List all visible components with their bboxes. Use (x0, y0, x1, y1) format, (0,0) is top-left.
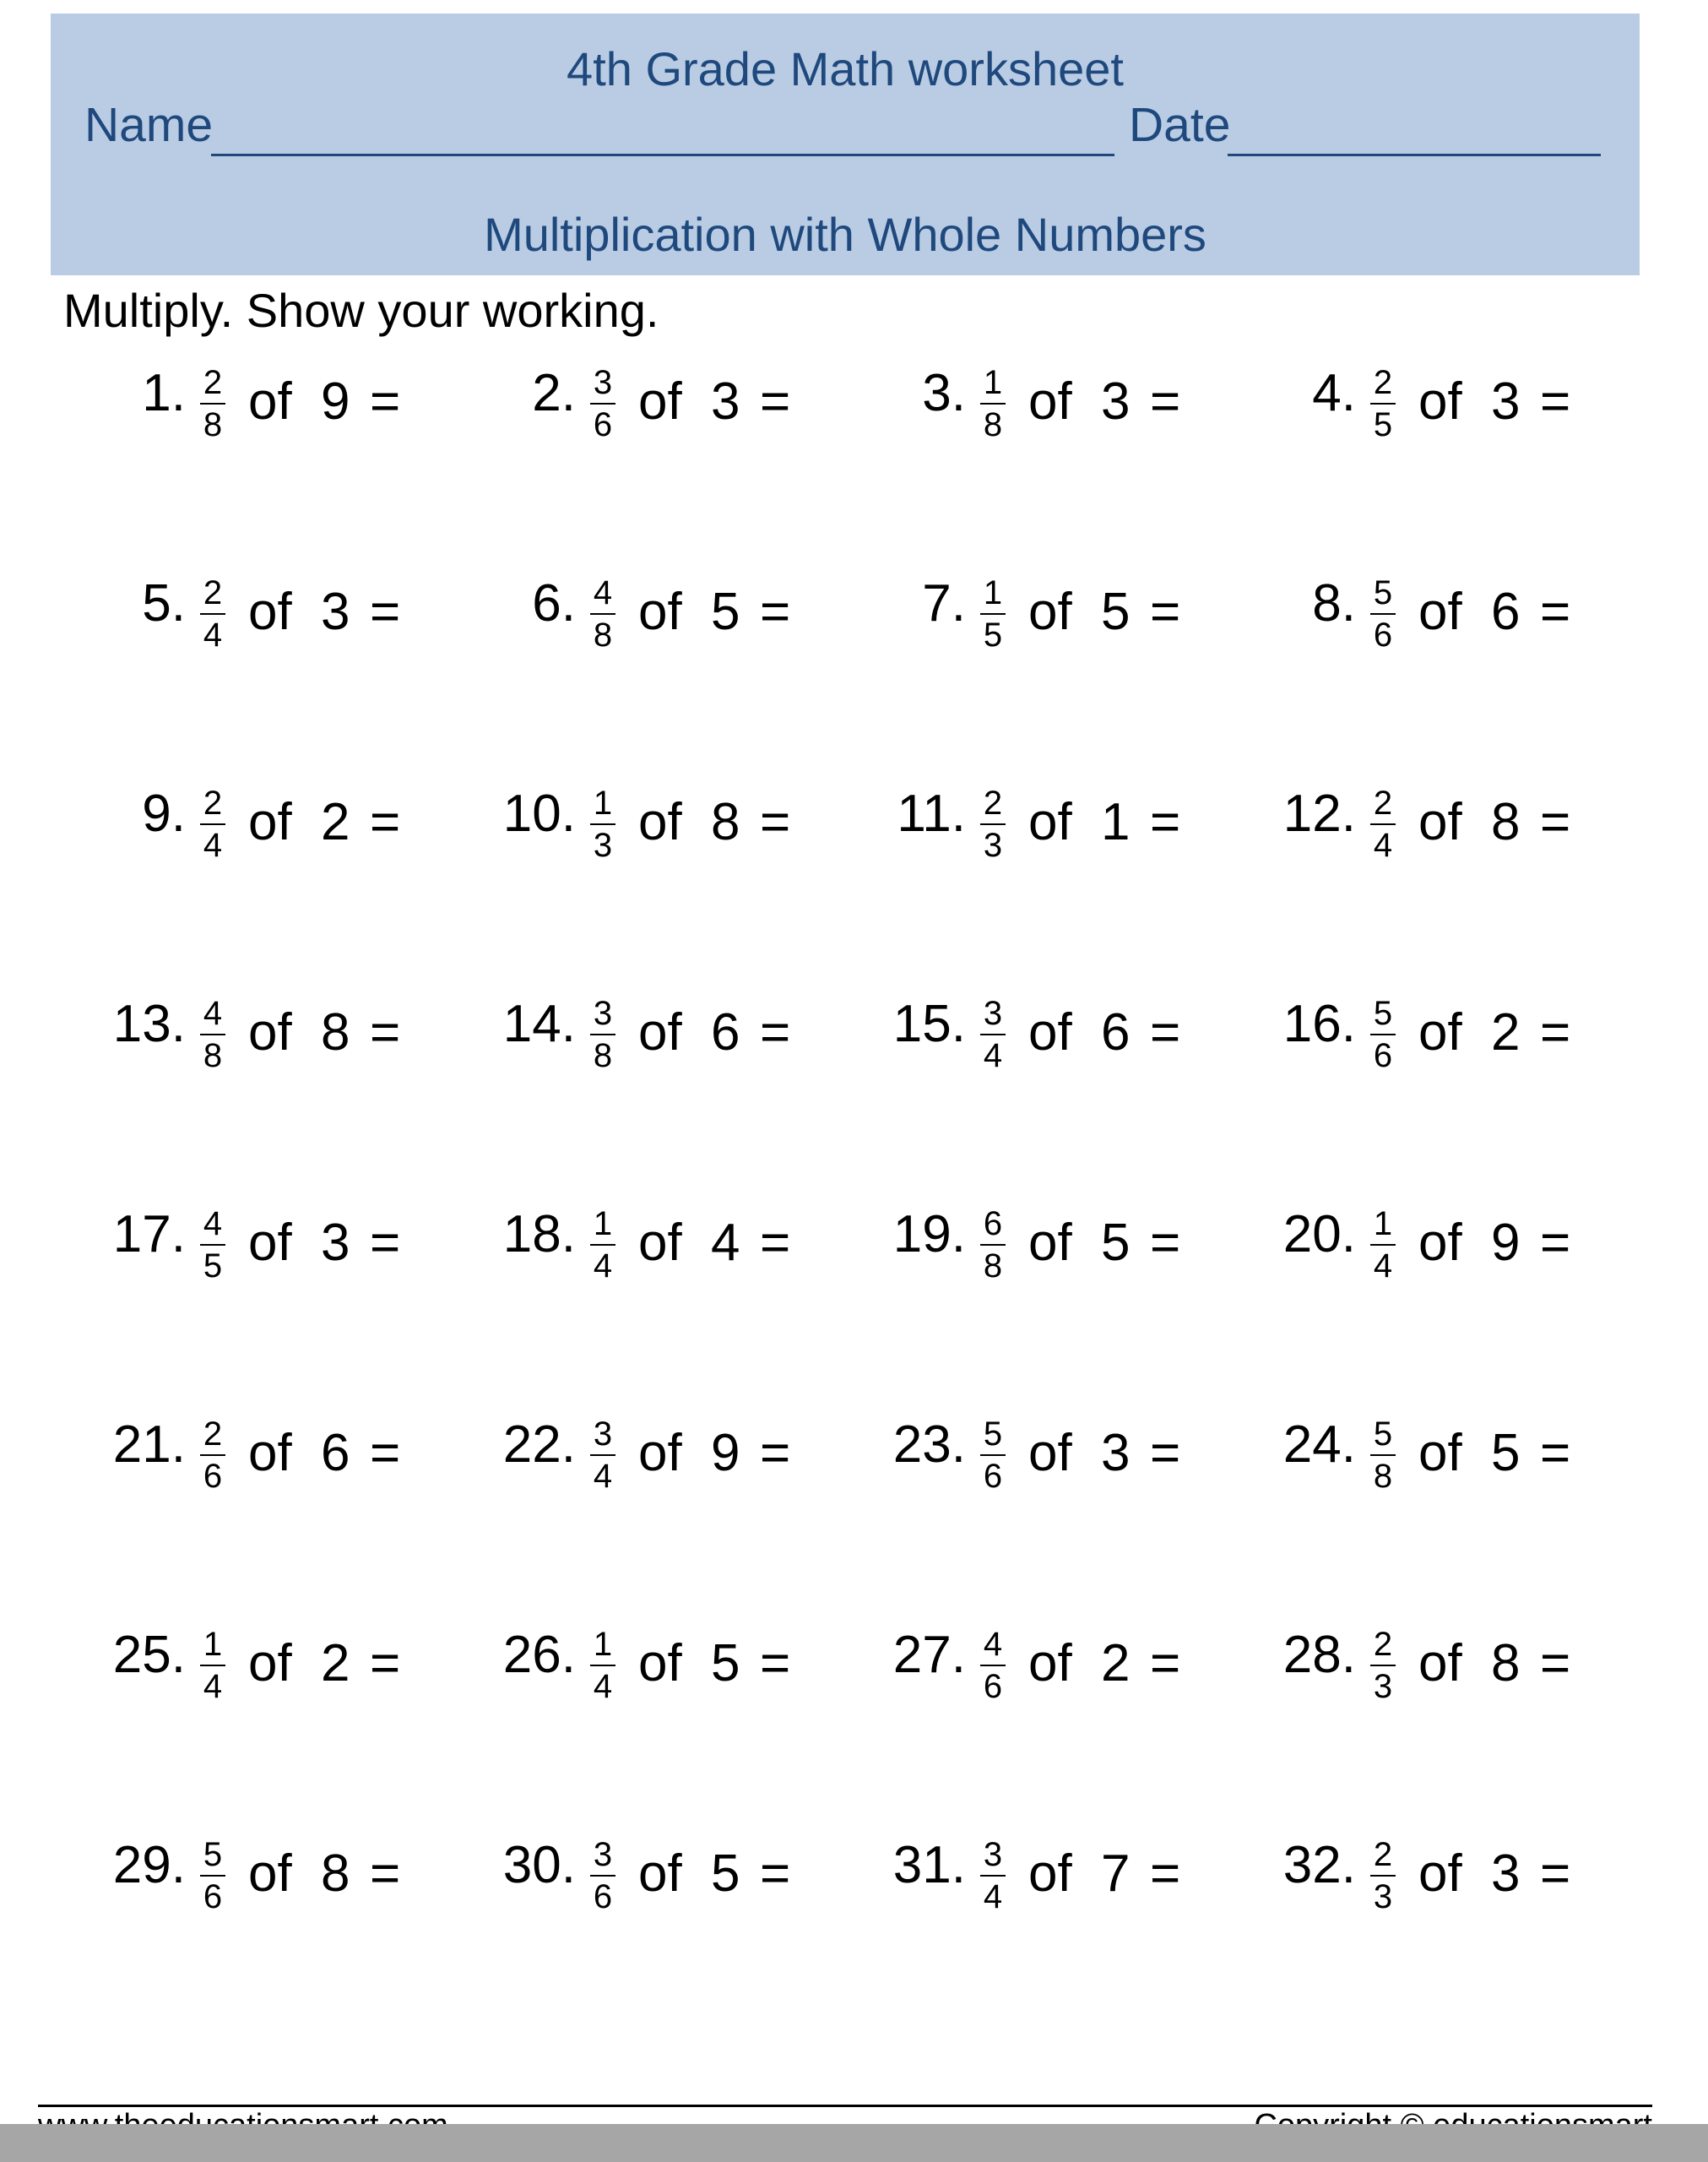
whole-number: 6 (1101, 1003, 1131, 1062)
whole-number: 8 (711, 793, 740, 851)
problem-item (466, 574, 838, 679)
of-word: of (1418, 583, 1462, 641)
problem-number: 22. (502, 1415, 576, 1474)
of-word: of (248, 1634, 292, 1692)
problem-number: 16. (1282, 995, 1356, 1053)
whole-number: 6 (321, 1424, 350, 1482)
equals-sign: = (370, 583, 401, 641)
of-word: of (638, 1844, 682, 1903)
fraction-numerator: 5 (983, 1415, 1003, 1453)
of-word: of (1418, 372, 1462, 431)
fraction-bar (1370, 403, 1396, 405)
fraction (1364, 786, 1402, 862)
whole-number: 3 (1101, 1424, 1131, 1482)
whole-number: 9 (711, 1424, 740, 1482)
fraction-denominator: 5 (983, 617, 1003, 654)
of-word: of (638, 1214, 682, 1272)
date-field-line[interactable] (1228, 154, 1601, 156)
fraction (584, 1417, 621, 1493)
equals-sign: = (1150, 1424, 1181, 1482)
of-word: of (1028, 1634, 1072, 1692)
fraction-bar (200, 403, 225, 405)
fraction-denominator: 8 (203, 1037, 223, 1074)
problem-number: 20. (1282, 1205, 1356, 1263)
fraction-denominator: 8 (593, 1037, 613, 1074)
of-word: of (248, 1424, 292, 1482)
fraction-bar (980, 1244, 1006, 1246)
fraction-bar (590, 823, 615, 825)
worksheet-header (51, 14, 1640, 275)
fraction-numerator: 3 (983, 1836, 1003, 1873)
equals-sign: = (1540, 372, 1571, 431)
fraction-numerator: 1 (1373, 1205, 1393, 1242)
of-word: of (1418, 1424, 1462, 1482)
fraction-bar (980, 1034, 1006, 1035)
whole-number: 6 (1491, 583, 1521, 641)
whole-number: 5 (711, 1844, 740, 1903)
fraction-denominator: 6 (983, 1458, 1003, 1495)
problem-item (1246, 1836, 1618, 1941)
of-word: of (248, 372, 292, 431)
problem-item (856, 574, 1228, 679)
footer-divider (38, 2105, 1652, 2107)
problem-item (466, 364, 838, 469)
fraction (194, 997, 231, 1073)
equals-sign: = (370, 1003, 401, 1062)
of-word: of (248, 1214, 292, 1272)
of-word: of (1028, 1424, 1072, 1482)
fraction (584, 1207, 621, 1283)
fraction-denominator: 8 (983, 1247, 1003, 1285)
fraction (194, 1838, 231, 1914)
problem-item (856, 364, 1228, 469)
fraction-numerator: 3 (593, 1836, 613, 1873)
name-field-line[interactable] (211, 154, 1114, 156)
fraction-denominator: 6 (983, 1668, 1003, 1705)
whole-number: 4 (711, 1214, 740, 1272)
equals-sign: = (1150, 1003, 1181, 1062)
equals-sign: = (760, 1844, 791, 1903)
fraction-numerator: 5 (203, 1836, 223, 1873)
equals-sign: = (370, 1634, 401, 1692)
of-word: of (248, 583, 292, 641)
equals-sign: = (1150, 1844, 1181, 1903)
whole-number: 5 (1101, 1214, 1131, 1272)
fraction-numerator: 2 (1373, 785, 1393, 822)
problem-number: 4. (1312, 364, 1356, 422)
fraction-numerator: 2 (1373, 1836, 1393, 1873)
fraction (974, 997, 1011, 1073)
equals-sign: = (1150, 583, 1181, 641)
name-label: Name (84, 98, 214, 152)
whole-number: 7 (1101, 1844, 1131, 1903)
fraction-denominator: 4 (593, 1668, 613, 1705)
problem-item (466, 995, 838, 1100)
fraction (584, 1627, 621, 1703)
fraction-bar (590, 1034, 615, 1035)
of-word: of (1028, 1844, 1072, 1903)
equals-sign: = (370, 793, 401, 851)
whole-number: 2 (321, 793, 350, 851)
fraction-bar (590, 1665, 615, 1666)
equals-sign: = (760, 1214, 791, 1272)
worksheet-title: 4th Grade Math worksheet (567, 42, 1124, 95)
problem-number: 5. (142, 574, 186, 633)
whole-number: 5 (1491, 1424, 1521, 1482)
fraction-denominator: 3 (1373, 1878, 1393, 1915)
problem-number: 27. (892, 1626, 966, 1684)
of-word: of (1418, 1003, 1462, 1062)
of-word: of (248, 793, 292, 851)
problem-number: 9. (142, 785, 186, 843)
fraction-denominator: 8 (203, 406, 223, 443)
problem-number: 17. (112, 1205, 186, 1263)
problem-number: 19. (892, 1205, 966, 1263)
fraction-denominator: 5 (203, 1247, 223, 1285)
fraction-numerator: 1 (593, 785, 613, 822)
problem-item (1246, 1626, 1618, 1730)
problem-item (1246, 364, 1618, 469)
fraction-numerator: 3 (593, 995, 613, 1032)
fraction (584, 576, 621, 652)
whole-number: 5 (711, 583, 740, 641)
fraction (1364, 366, 1402, 442)
fraction (194, 1627, 231, 1703)
fraction-denominator: 4 (983, 1878, 1003, 1915)
fraction (194, 1417, 231, 1493)
of-word: of (1028, 793, 1072, 851)
problem-number: 30. (502, 1836, 576, 1894)
fraction (584, 786, 621, 862)
fraction-bar (200, 823, 225, 825)
bottom-bar (0, 2124, 1708, 2162)
whole-number: 3 (711, 372, 740, 431)
fraction (974, 1838, 1011, 1914)
problem-item (1246, 785, 1618, 889)
fraction-bar (200, 613, 225, 615)
fraction-numerator: 4 (203, 1205, 223, 1242)
problem-number: 24. (1282, 1415, 1356, 1474)
whole-number: 5 (1101, 583, 1131, 641)
fraction-denominator: 8 (593, 617, 613, 654)
fraction-bar (1370, 613, 1396, 615)
of-word: of (1418, 1844, 1462, 1903)
problem-number: 15. (892, 995, 966, 1053)
whole-number: 8 (321, 1003, 350, 1062)
problem-number: 10. (502, 785, 576, 843)
equals-sign: = (1540, 1003, 1571, 1062)
problem-number: 12. (1282, 785, 1356, 843)
equals-sign: = (1540, 1424, 1571, 1482)
fraction (584, 997, 621, 1073)
fraction-bar (200, 1875, 225, 1877)
problem-item (76, 1836, 447, 1941)
fraction (974, 576, 1011, 652)
whole-number: 1 (1101, 793, 1131, 851)
fraction-numerator: 2 (203, 1415, 223, 1453)
fraction-bar (590, 1454, 615, 1456)
problem-item (856, 785, 1228, 889)
fraction-numerator: 5 (1373, 574, 1393, 611)
problem-number: 2. (532, 364, 576, 422)
whole-number: 9 (1491, 1214, 1521, 1272)
fraction (974, 1207, 1011, 1283)
fraction-denominator: 4 (593, 1458, 613, 1495)
fraction-bar (1370, 1034, 1396, 1035)
equals-sign: = (760, 583, 791, 641)
whole-number: 8 (321, 1844, 350, 1903)
problem-number: 23. (892, 1415, 966, 1474)
problem-number: 18. (502, 1205, 576, 1263)
fraction (974, 366, 1011, 442)
fraction-numerator: 2 (1373, 364, 1393, 401)
fraction-denominator: 6 (593, 406, 613, 443)
equals-sign: = (1150, 372, 1181, 431)
equals-sign: = (760, 372, 791, 431)
problem-item (76, 364, 447, 469)
fraction-numerator: 1 (593, 1205, 613, 1242)
equals-sign: = (1540, 1844, 1571, 1903)
whole-number: 5 (711, 1634, 740, 1692)
fraction (194, 576, 231, 652)
problem-item (1246, 1205, 1618, 1310)
problem-number: 29. (112, 1836, 186, 1894)
problem-number: 13. (112, 995, 186, 1053)
instructions: Multiply. Show your working. (63, 284, 659, 337)
equals-sign: = (760, 793, 791, 851)
equals-sign: = (370, 372, 401, 431)
fraction-denominator: 6 (1373, 1037, 1393, 1074)
of-word: of (248, 1003, 292, 1062)
whole-number: 8 (1491, 1634, 1521, 1692)
of-word: of (1418, 1634, 1462, 1692)
of-word: of (1418, 793, 1462, 851)
worksheet-subtitle: Multiplication with Whole Numbers (484, 208, 1206, 261)
whole-number: 2 (1101, 1634, 1131, 1692)
fraction-numerator: 6 (983, 1205, 1003, 1242)
fraction-denominator: 3 (983, 827, 1003, 864)
fraction-bar (980, 1665, 1006, 1666)
fraction-bar (980, 1454, 1006, 1456)
fraction-denominator: 6 (203, 1878, 223, 1915)
problem-number: 11. (897, 785, 966, 843)
fraction-denominator: 4 (593, 1247, 613, 1285)
fraction-bar (590, 403, 615, 405)
fraction-bar (200, 1665, 225, 1666)
problem-item (856, 995, 1228, 1100)
of-word: of (638, 372, 682, 431)
fraction-bar (980, 823, 1006, 825)
problem-item (856, 1415, 1228, 1520)
of-word: of (248, 1844, 292, 1903)
problem-item (466, 1415, 838, 1520)
of-word: of (638, 1003, 682, 1062)
problem-item (1246, 574, 1618, 679)
problem-item (856, 1626, 1228, 1730)
fraction (194, 1207, 231, 1283)
problem-item (1246, 1415, 1618, 1520)
fraction-bar (590, 613, 615, 615)
problem-number: 1. (142, 364, 186, 422)
fraction-bar (590, 1244, 615, 1246)
fraction-numerator: 1 (593, 1626, 613, 1663)
of-word: of (1028, 372, 1072, 431)
of-word: of (638, 1634, 682, 1692)
fraction-bar (200, 1454, 225, 1456)
fraction-denominator: 3 (593, 827, 613, 864)
equals-sign: = (1540, 1634, 1571, 1692)
whole-number: 6 (711, 1003, 740, 1062)
fraction-bar (980, 1875, 1006, 1877)
problem-item (856, 1205, 1228, 1310)
equals-sign: = (1540, 583, 1571, 641)
fraction (974, 786, 1011, 862)
fraction-numerator: 4 (983, 1626, 1003, 1663)
whole-number: 3 (321, 583, 350, 641)
equals-sign: = (1540, 1214, 1571, 1272)
fraction-numerator: 2 (203, 574, 223, 611)
fraction-denominator: 6 (203, 1458, 223, 1495)
of-word: of (1028, 1003, 1072, 1062)
fraction-numerator: 2 (203, 785, 223, 822)
fraction-numerator: 1 (983, 364, 1003, 401)
of-word: of (638, 793, 682, 851)
problem-number: 28. (1282, 1626, 1356, 1684)
equals-sign: = (760, 1003, 791, 1062)
fraction-bar (1370, 1244, 1396, 1246)
problem-item (466, 1205, 838, 1310)
problem-item (466, 785, 838, 889)
problem-item (76, 574, 447, 679)
problem-item (76, 1626, 447, 1730)
fraction-bar (980, 403, 1006, 405)
problem-number: 7. (922, 574, 966, 633)
fraction-bar (1370, 1454, 1396, 1456)
equals-sign: = (1150, 793, 1181, 851)
fraction-denominator: 4 (203, 1668, 223, 1705)
fraction (974, 1627, 1011, 1703)
problem-number: 32. (1282, 1836, 1356, 1894)
fraction-numerator: 4 (593, 574, 613, 611)
fraction-numerator: 2 (1373, 1626, 1393, 1663)
fraction-denominator: 4 (983, 1037, 1003, 1074)
of-word: of (1418, 1214, 1462, 1272)
fraction-denominator: 4 (203, 827, 223, 864)
fraction-denominator: 6 (1373, 617, 1393, 654)
problem-item (76, 995, 447, 1100)
of-word: of (1028, 1214, 1072, 1272)
of-word: of (638, 1424, 682, 1482)
problem-number: 3. (922, 364, 966, 422)
equals-sign: = (1540, 793, 1571, 851)
equals-sign: = (760, 1634, 791, 1692)
equals-sign: = (370, 1214, 401, 1272)
problem-item (466, 1836, 838, 1941)
problem-item (466, 1626, 838, 1730)
fraction-numerator: 5 (1373, 1415, 1393, 1453)
fraction (584, 1838, 621, 1914)
fraction-denominator: 4 (1373, 1247, 1393, 1285)
problem-item (856, 1836, 1228, 1941)
fraction-numerator: 2 (203, 364, 223, 401)
fraction-numerator: 3 (983, 995, 1003, 1032)
fraction (974, 1417, 1011, 1493)
problem-number: 25. (112, 1626, 186, 1684)
equals-sign: = (760, 1424, 791, 1482)
whole-number: 8 (1491, 793, 1521, 851)
fraction-numerator: 3 (593, 1415, 613, 1453)
of-word: of (638, 583, 682, 641)
fraction-bar (1370, 823, 1396, 825)
fraction-bar (1370, 1875, 1396, 1877)
fraction-denominator: 8 (983, 406, 1003, 443)
fraction-numerator: 4 (203, 995, 223, 1032)
fraction-bar (200, 1244, 225, 1246)
whole-number: 3 (321, 1214, 350, 1272)
equals-sign: = (1150, 1634, 1181, 1692)
whole-number: 9 (321, 372, 350, 431)
problem-item (1246, 995, 1618, 1100)
fraction (584, 366, 621, 442)
fraction (1364, 1627, 1402, 1703)
equals-sign: = (370, 1424, 401, 1482)
fraction (1364, 1838, 1402, 1914)
whole-number: 3 (1491, 1844, 1521, 1903)
whole-number: 2 (321, 1634, 350, 1692)
fraction-bar (980, 613, 1006, 615)
problem-number: 31. (892, 1836, 966, 1894)
date-label: Date (1129, 98, 1231, 152)
fraction-denominator: 4 (1373, 827, 1393, 864)
fraction (1364, 1207, 1402, 1283)
fraction-bar (200, 1034, 225, 1035)
fraction-denominator: 6 (593, 1878, 613, 1915)
fraction-denominator: 4 (203, 617, 223, 654)
problem-number: 6. (532, 574, 576, 633)
fraction-numerator: 2 (983, 785, 1003, 822)
equals-sign: = (1150, 1214, 1181, 1272)
fraction (194, 786, 231, 862)
fraction-denominator: 3 (1373, 1668, 1393, 1705)
problem-number: 14. (502, 995, 576, 1053)
problem-item (76, 785, 447, 889)
fraction-numerator: 3 (593, 364, 613, 401)
fraction-numerator: 5 (1373, 995, 1393, 1032)
fraction (1364, 997, 1402, 1073)
fraction (1364, 576, 1402, 652)
of-word: of (1028, 583, 1072, 641)
equals-sign: = (370, 1844, 401, 1903)
problem-item (76, 1415, 447, 1520)
fraction-denominator: 8 (1373, 1458, 1393, 1495)
fraction-bar (1370, 1665, 1396, 1666)
fraction (194, 366, 231, 442)
problem-number: 8. (1312, 574, 1356, 633)
whole-number: 2 (1491, 1003, 1521, 1062)
fraction-numerator: 1 (203, 1626, 223, 1663)
fraction-numerator: 1 (983, 574, 1003, 611)
fraction (1364, 1417, 1402, 1493)
problem-number: 26. (502, 1626, 576, 1684)
fraction-denominator: 5 (1373, 406, 1393, 443)
fraction-bar (590, 1875, 615, 1877)
whole-number: 3 (1491, 372, 1521, 431)
problem-number: 21. (112, 1415, 186, 1474)
problem-item (76, 1205, 447, 1310)
whole-number: 3 (1101, 372, 1131, 431)
